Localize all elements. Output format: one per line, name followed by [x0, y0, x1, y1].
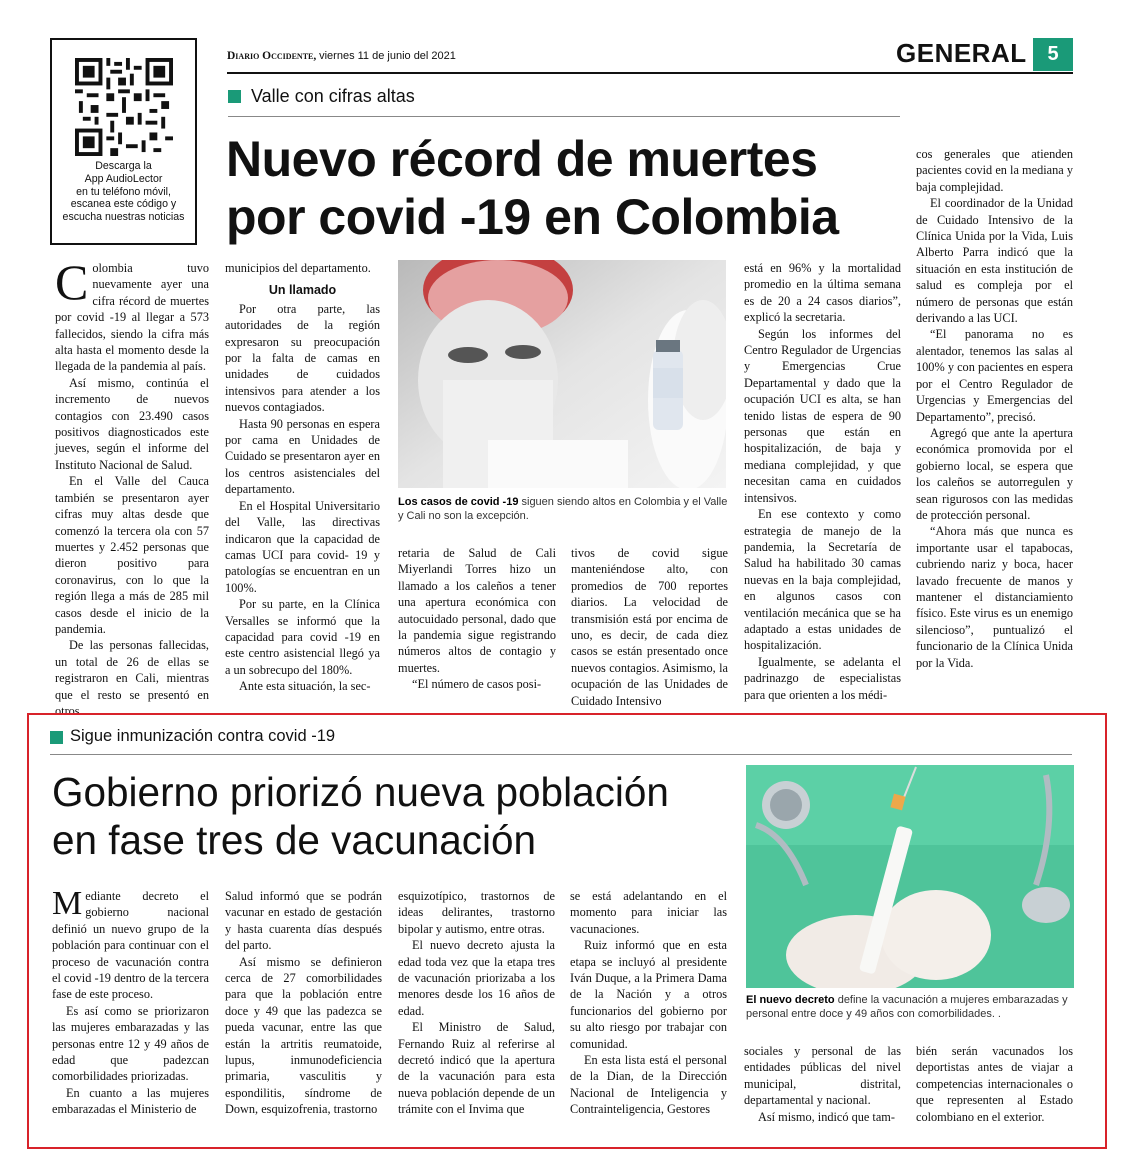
article2-col2: Salud informó que se podrán vacunar en estado de gestación y hasta cuarenta días después del parto. Así mismo se definieron cerca de 27 comorbilidades para que la población entre doce y 49 que las padezca se pueda vacunar, entre las que están la artritis reumatoide, lupus, inmunodeficiencia primaria, vasculitis y espondilitis, síndrome de Down, esquizofrenia, trastorno — [225, 889, 382, 1117]
article1-col2: municipios del departamento. Un llamado Por otra parte, las autoridades de la región expresaron su preocupación por la falta de camas en unidades de cuidados intensivos para atender a los nuevos contagiados. Hasta 90 personas en espera por cama en Unidades de Cuidado se presentaron ayer en los centros asistenciales del departamento. En el Hospital Universitario del Valle, las directivas indicaron que la capacidad de camas UCI para covid- 19 y patologías se encuentran en un 100%. Por su parte, en la Clínica Versalles se informó que la capacidad para covid -19 en este centro asistencial llegó ya a un sobrecupo del 180%. Ante esta situación, la sec- — [225, 261, 380, 694]
kicker-square-2 — [50, 731, 63, 744]
dropcap-2: M — [52, 885, 83, 922]
kicker-rule — [228, 116, 900, 117]
masthead-rule — [227, 72, 1073, 74]
nurse-vaccine-photo — [398, 260, 726, 488]
qr-box — [50, 38, 197, 245]
article1-col4: tivos de covid sigue manteniéndose alto, con promedios de 700 reportes diarios. La velocidad de transmisión está por encima de uno, es decir, de cada diez casos se están presentado once nuevos contagios. Asimismo, la ocupación de las Unidades de Cuidado Intensivo — [571, 546, 728, 708]
article1-col6: cos generales que atienden pacientes covid en la mediana y baja complejidad. El coordinador de la Unidad de Cuidado Intensivo de la Clínica Unida por la Vida, Luis Alberto Parra indicó que la situación en esta institución de salud es compleja por el número de personas que están derivando a las UCI. “El panorama no es alentador, tenemos las salas al 100% y con pacientes en espera por el Centro Regulador de Urgencias y Emergencias del Departamento”, precisó. Agregó que ante la apertura económica promovida por el gobierno local, se espera que los caleños se autorregulen y sean rigurosos con las medidas de protección personal. “Ahora más que nunca es importante usar el tapabocas, cubriendo nariz y boca, hacer lavado frecuente de manos y mantener el distanciamiento físico. Este virus es un enemigo silencioso”, puntualizó el funcionario de la Clínica Unida por la Vida. — [916, 147, 1073, 670]
kicker-square — [228, 90, 241, 103]
article2-col1: Mediante decreto el gobierno nacional definió un nuevo grupo de la población para continuar con el proceso de vacunación contra el covid -19 dentro de la tercera fase de este proceso. Es así como se priorizaron las mujeres embarazadas y las personas entre 12 y 49 años de edad que padezcan comorbilidades priorizadas. En cuanto a las mujeres embarazadas el Ministerio de — [52, 885, 209, 1117]
issue-date: viernes 11 de junio del 2021 — [319, 50, 456, 62]
syringe-photo — [746, 765, 1074, 988]
article2-col6: bién serán vacunados los deportistas antes de viajar a competencias internacionales o que representen al Estado colombiano en el exterior. — [916, 1044, 1073, 1124]
kicker: Valle con cifras altas — [251, 86, 415, 106]
kicker-rule-2 — [50, 754, 1072, 755]
article1-col1: Colombia tuvo nuevamente ayer una cifra récord de muertes por covid -19 al llegar a 573 fallecidos, siendo la cifra más alta hasta el momento desde la llegada de la pandemia al país. Así mismo, continúa el incremento de nuevos contagios con 23.490 casos positivos diagnosticados este jueves, según el informe del Instituto Nacional de Salud. En el Valle del Cauca también se presentaron ayer cifras muy altas desde que comenzó la tercera ola con 57 muertes y 2.452 personas que dieron positivo para coronavirus, con lo que la región llega a más de 285 mil casos desde el inicio de la pandemia. De las personas fallecidas, un total de 26 de ellas se registraron en Cali, mientras que el resto se presentó en otros — [55, 254, 209, 718]
headline-2: Gobierno priorizó nueva población en fase tres de vacunación — [52, 769, 669, 863]
section-label: GENERAL — [896, 38, 1027, 68]
page-number: 5 — [1033, 38, 1073, 71]
kicker-2: Sigue inmunización contra covid -19 — [70, 727, 336, 745]
qr-code-icon[interactable] — [74, 58, 174, 156]
article2-col4: se está adelantando en el momento para iniciar las vacunaciones. Ruiz informó que en esta etapa se incluyó al presidente Iván Duque, a la Primera Dama de la Nación y a otros funcionarios del gobierno por su alto riesgo por trabajar con comunidad. En esta lista está el personal de la Dian, de la Dirección Nacional de Inteligencia y Contrainteligencia, Gestores — [570, 889, 727, 1117]
masthead — [227, 50, 456, 62]
headline: Nuevo récord de muertes por covid -19 en Colombia — [226, 131, 839, 245]
article2-col3: esquizotípico, trastornos de ideas delirantes, trastorno bipolar y autismo, entre otras. El nuevo decreto ajusta la edad toda vez que la etapa tres de vacunación priorizaba a los menores desde los 16 años de edad. El Ministro de Salud, Fernando Ruiz al referirse al decretó indicó que la apertura de la vacunación para esta nueva población depende de un trámite con el Invima que — [398, 889, 555, 1117]
subhead: Un llamado — [268, 283, 337, 298]
paper-name: Diario Occidente, — [227, 50, 317, 62]
article1-col5: está en 96% y la mortalidad promedio en la última semana es de 20 a 24 casos diarios”, explicó la secretaria. Según los informes del Centro Regulador de Urgencias y Emergencias Crue Departamental y dado que la ocupación UCI es alta, se han tenido listas de espera de 90 personas que están en hospitalización, de baja y mediana complejidad, y que necesitan cama en cuidados intensivos. En ese contexto y como estrategia de manejo de la pandemia, la Secretaría de Salud ha habilitado 30 camas nuevas en la baja complejidad, en algunos casos con ventilación mecánica que se ha adaptado a estas unidades de hospitalización. Igualmente, se adelanta el padrinazgo de especialistas para que orienten a los médi- — [744, 261, 901, 702]
article1-col3: retaria de Salud de Cali Miyerlandi Torres hizo un llamado a los caleños a tener una apertura económica con autocuidado personal, dado que la pandemia sigue registrando números altos de contagio y muertes. “El número de casos posi- — [398, 546, 556, 692]
article2-col5: sociales y personal de las entidades públicas del nivel municipal, distrital, departamental y nacional. Así mismo, indicó que tam- — [744, 1044, 901, 1124]
dropcap: C — [55, 254, 89, 310]
qr-caption: Descarga la App AudioLector en tu teléfono móvil, escanea este código y escucha nuestras noticias — [62, 160, 185, 224]
photo-caption-1: Los casos de covid -19 siguen siendo altos en Colombia y el Valle y Cali no son la excepción. — [398, 496, 728, 522]
photo-caption-2: El nuevo decreto define la vacunación a mujeres embarazadas y personal entre doce y 49 años con comorbilidades. . — [746, 994, 1068, 1020]
